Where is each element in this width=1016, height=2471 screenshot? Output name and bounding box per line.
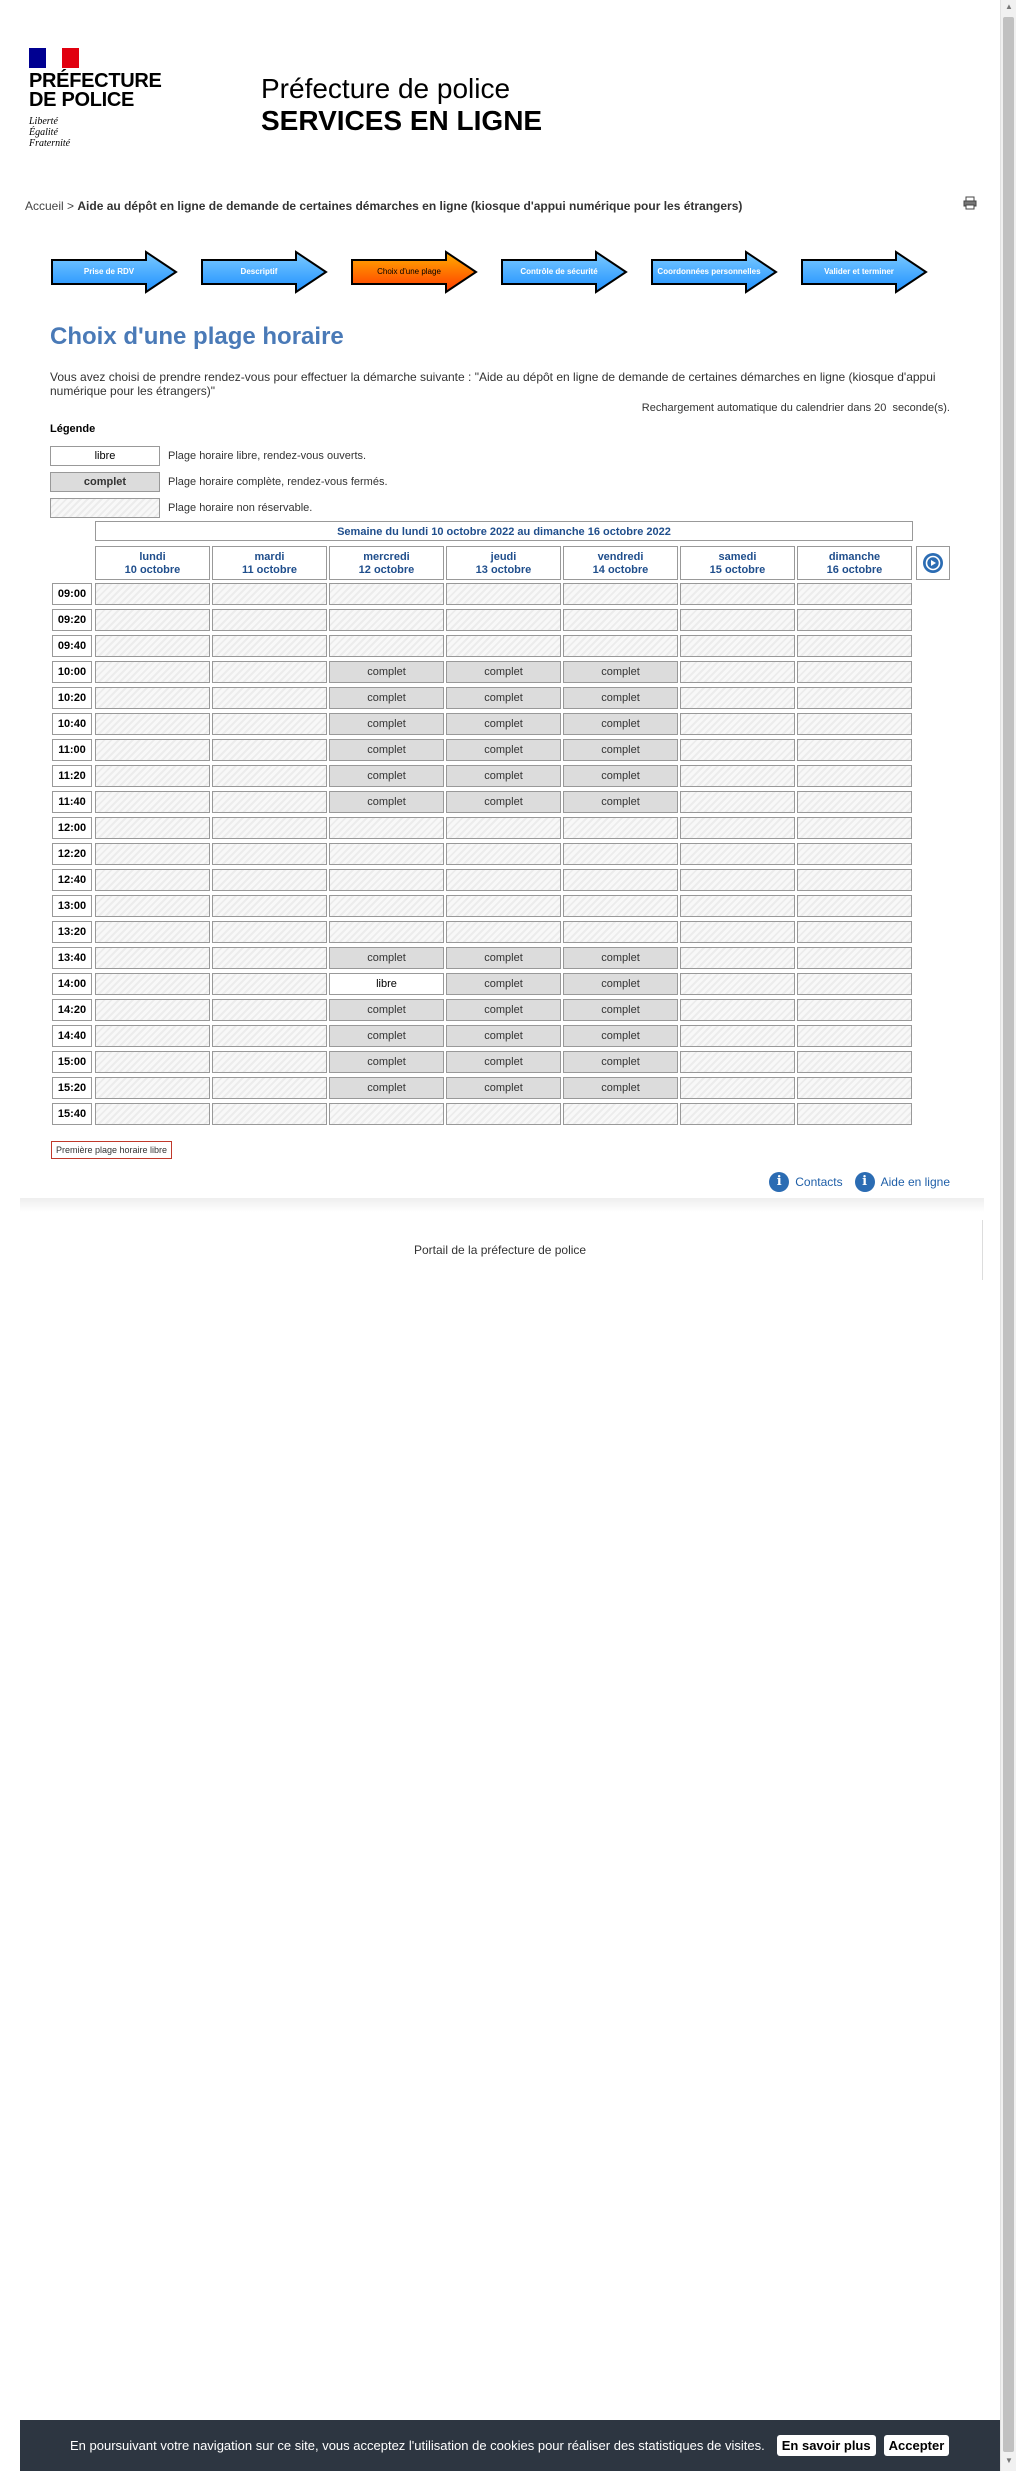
flag-icon [29,48,79,68]
time-label: 11:20 [52,765,92,787]
step-4 [500,250,630,294]
slot-unavailable [680,583,795,605]
breadcrumb-separator: > [67,199,75,213]
slot-complet: complet [563,1051,678,1073]
slot-unavailable [797,947,912,969]
slot-unavailable [329,1103,444,1125]
slot-unavailable [797,1077,912,1099]
slot-unavailable [680,1025,795,1047]
slot-unavailable [212,895,327,917]
next-week-button[interactable] [916,546,950,580]
slot-complet: complet [563,1077,678,1099]
step-5 [650,250,780,294]
slot-unavailable [212,1051,327,1073]
slot-unavailable [446,583,561,605]
slot-unavailable [680,687,795,709]
slot-unavailable [680,661,795,683]
slot-unavailable [797,1025,912,1047]
day-header: lundi 10 octobre [95,546,210,580]
cookie-accept-button[interactable]: Accepter [884,2435,950,2456]
slot-unavailable [95,817,210,839]
slot-unavailable [563,921,678,943]
slot-unavailable [563,817,678,839]
slot-unavailable [563,843,678,865]
time-label: 14:40 [52,1025,92,1047]
step-label: Valider et terminer [824,267,894,276]
reload-seconds: 20 [874,402,887,414]
slot-unavailable [680,635,795,657]
page-title: Choix d'une plage horaire [50,323,344,350]
time-label: 10:20 [52,687,92,709]
slot-unavailable [95,765,210,787]
slot-complet: complet [563,713,678,735]
slot-unavailable [95,1103,210,1125]
help-links [757,1172,950,1192]
slot-complet: complet [446,687,561,709]
time-label: 12:00 [52,817,92,839]
slot-unavailable [563,869,678,891]
next-week-icon [922,552,944,574]
time-label: 11:00 [52,739,92,761]
slot-unavailable [680,1077,795,1099]
slot-complet: complet [563,1025,678,1047]
slot-unavailable [212,843,327,865]
slot-complet: complet [329,1077,444,1099]
slot-complet: complet [329,1051,444,1073]
online-help-link[interactable]: i Aide en ligne [855,1172,950,1192]
step-2 [200,250,330,294]
day-header: mercredi 12 octobre [329,546,444,580]
slot-unavailable [95,1025,210,1047]
slot-unavailable [212,609,327,631]
cookie-text: En poursuivant votre navigation sur ce site, vous acceptez l'utilisation de cookies pour réaliser des statistiques de visites. [70,2438,765,2453]
slot-unavailable [680,999,795,1021]
slot-unavailable [95,661,210,683]
footer-separator [20,1198,984,1212]
slot-complet: complet [563,999,678,1021]
reload-countdown: Rechargement automatique du calendrier dans 20 seconde(s). [641,402,950,414]
slot-unavailable [212,1025,327,1047]
slot-unavailable [680,1103,795,1125]
slot-unavailable [446,921,561,943]
slot-unavailable [797,609,912,631]
slot-unavailable [95,791,210,813]
slot-unavailable [212,635,327,657]
slot-unavailable [446,817,561,839]
slot-unavailable [797,817,912,839]
breadcrumb [25,199,742,213]
breadcrumb-home-link[interactable]: Accueil [25,199,64,213]
slot-unavailable [212,765,327,787]
slot-unavailable [563,895,678,917]
slot-complet: complet [329,661,444,683]
slot-unavailable [329,895,444,917]
time-label: 14:20 [52,999,92,1021]
scroll-down-arrow[interactable]: ▼ [1005,2456,1013,2465]
slot-unavailable [680,947,795,969]
slot-unavailable [95,583,210,605]
slot-unavailable [680,921,795,943]
footer-portal-link[interactable]: Portail de la préfecture de police [414,1243,587,1257]
time-label: 15:40 [52,1103,92,1125]
slot-unavailable [797,583,912,605]
slot-complet: complet [446,661,561,683]
site-subtitle: SERVICES EN LIGNE [261,105,543,136]
slot-unavailable [95,869,210,891]
slot-unavailable [680,739,795,761]
slot-unavailable [680,791,795,813]
legend-item-libre: libre Plage horaire libre, rendez-vous ouverts. [50,445,366,467]
first-free-slot-button[interactable]: Première plage horaire libre [51,1141,172,1159]
slot-unavailable [446,843,561,865]
slot-unavailable [95,947,210,969]
slot-unavailable [95,713,210,735]
slot-complet: complet [329,791,444,813]
procedure-intro: Vous avez choisi de prendre rendez-vous pour effectuer la démarche suivante : "Aide au dépôt en ligne de demande de certaines démarches en ligne (kiosque d'appui numérique pour les étrangers)" [50,370,936,398]
slot-unavailable [212,583,327,605]
slot-complet: complet [446,999,561,1021]
slot-complet: complet [563,765,678,787]
slot-complet: complet [329,947,444,969]
step-1 [50,250,180,294]
slot-unavailable [797,765,912,787]
slot-unavailable [212,713,327,735]
step-label: Choix d'une plage [377,267,441,276]
slot-unavailable [329,817,444,839]
slot-unavailable [446,609,561,631]
legend-swatch-libre: libre [50,446,160,466]
time-label: 10:00 [52,661,92,683]
slot-unavailable [797,843,912,865]
slot-unavailable [95,921,210,943]
slot-complet: complet [329,687,444,709]
slot-complet: complet [329,739,444,761]
slot-complet: complet [446,765,561,787]
cookie-banner [20,2420,1000,2471]
site-title: Préfecture de police [261,73,511,104]
slot-unavailable [329,583,444,605]
step-label: Prise de RDV [83,267,135,276]
slot-unavailable [95,973,210,995]
day-header: dimanche 16 octobre [797,546,912,580]
slot-complet: complet [563,661,678,683]
slot-complet: complet [329,713,444,735]
contacts-link[interactable]: i Contacts [769,1172,842,1192]
slot-unavailable [680,869,795,891]
time-label: 12:40 [52,869,92,891]
slot-unavailable [212,999,327,1021]
info-icon: i [769,1172,789,1192]
slot-unavailable [797,713,912,735]
slot-unavailable [95,843,210,865]
slot-unavailable [446,895,561,917]
prefecture-logo[interactable] [29,48,162,149]
republic-motto: Liberté Égalité Fraternité [29,116,71,149]
time-label: 10:40 [52,713,92,735]
slot-unavailable [680,765,795,787]
time-label: 13:00 [52,895,92,917]
slot-complet: complet [563,791,678,813]
step-label: Contrôle de sécurité [520,267,598,276]
slot-unavailable [797,999,912,1021]
time-label: 11:40 [52,791,92,813]
slot-unavailable [797,869,912,891]
slot-unavailable [797,921,912,943]
slot-unavailable [680,713,795,735]
slot-unavailable [95,635,210,657]
slot-unavailable [446,869,561,891]
legend-swatch-unavailable [50,498,160,518]
day-header: jeudi 13 octobre [446,546,561,580]
print-icon[interactable] [963,196,977,210]
page-scrollbar[interactable] [1000,0,1016,2471]
slot-complet: complet [446,1077,561,1099]
slot-unavailable [95,999,210,1021]
scroll-up-arrow[interactable]: ▲ [1005,2,1013,11]
slot-complet: complet [329,765,444,787]
week-label: Semaine du lundi 10 octobre 2022 au dimanche 16 octobre 2022 [95,521,913,541]
slot-unavailable [212,1103,327,1125]
time-label: 09:00 [52,583,92,605]
slot-complet: complet [446,791,561,813]
step-label: Coordonnées personnelles [657,267,761,276]
day-header: samedi 15 octobre [680,546,795,580]
slot-unavailable [797,687,912,709]
slot-unavailable [212,947,327,969]
slot-unavailable [797,1103,912,1125]
slot-complet: complet [563,739,678,761]
scroll-thumb[interactable] [1003,17,1014,2452]
legend-swatch-complet: complet [50,472,160,492]
slot-unavailable [680,843,795,865]
day-header: mardi 11 octobre [212,546,327,580]
slot-unavailable [95,609,210,631]
time-label: 13:40 [52,947,92,969]
slot-unavailable [212,817,327,839]
slot-unavailable [680,973,795,995]
slot-unavailable [212,973,327,995]
time-label: 09:40 [52,635,92,657]
info-icon: i [855,1172,875,1192]
slot-unavailable [680,895,795,917]
slot-unavailable [563,609,678,631]
slot-complet: complet [446,713,561,735]
slot-unavailable [212,687,327,709]
step-label: Descriptif [240,267,278,276]
slot-unavailable [797,895,912,917]
time-label: 13:20 [52,921,92,943]
slot-unavailable [329,635,444,657]
slot-unavailable [446,635,561,657]
time-label: 12:20 [52,843,92,865]
slot-unavailable [329,869,444,891]
slot-unavailable [212,661,327,683]
slot-unavailable [563,1103,678,1125]
time-label: 14:00 [52,973,92,995]
slot-complet: complet [446,947,561,969]
slot-unavailable [563,583,678,605]
slot-unavailable [797,1051,912,1073]
day-header: vendredi 14 octobre [563,546,678,580]
slot-complet: complet [446,1025,561,1047]
slot-unavailable [446,1103,561,1125]
slot-complet: complet [446,973,561,995]
slot-unavailable [797,635,912,657]
brand-name: PRÉFECTURE DE POLICE [29,70,162,111]
slot-unavailable [212,739,327,761]
slot-unavailable [95,687,210,709]
slot-unavailable [95,895,210,917]
slot-complet: complet [446,739,561,761]
slot-unavailable [212,791,327,813]
slot-unavailable [329,609,444,631]
step-6 [800,250,930,294]
time-label: 09:20 [52,609,92,631]
slot-complet: complet [446,1051,561,1073]
slot-unavailable [329,921,444,943]
slot-complet: complet [563,947,678,969]
slot-unavailable [680,1051,795,1073]
slot-unavailable [797,973,912,995]
breadcrumb-current: Aide au dépôt en ligne de demande de certaines démarches en ligne (kiosque d'appui numérique pour les étrangers) [77,199,743,213]
slot-complet: complet [563,973,678,995]
slot-unavailable [95,1051,210,1073]
slot-unavailable [212,1077,327,1099]
cookie-more-button[interactable]: En savoir plus [777,2435,876,2456]
slot-complet: complet [329,999,444,1021]
slot-unavailable [212,921,327,943]
footer-divider [982,1220,983,1280]
slot-unavailable [680,817,795,839]
slot-unavailable [797,791,912,813]
legend-item-unavailable: Plage horaire non réservable. [50,497,312,519]
legend-title: Légende [50,423,96,435]
legend-item-complet: complet Plage horaire complète, rendez-vous fermés. [50,471,388,493]
slot-libre[interactable]: libre [329,973,444,995]
slot-complet: complet [563,687,678,709]
slot-unavailable [797,661,912,683]
time-label: 15:00 [52,1051,92,1073]
slot-unavailable [329,843,444,865]
slot-unavailable [680,609,795,631]
slot-unavailable [563,635,678,657]
step-3 [350,250,480,294]
slot-unavailable [95,739,210,761]
slot-unavailable [797,739,912,761]
slot-complet: complet [329,1025,444,1047]
time-label: 15:20 [52,1077,92,1099]
slot-unavailable [95,1077,210,1099]
slot-unavailable [212,869,327,891]
